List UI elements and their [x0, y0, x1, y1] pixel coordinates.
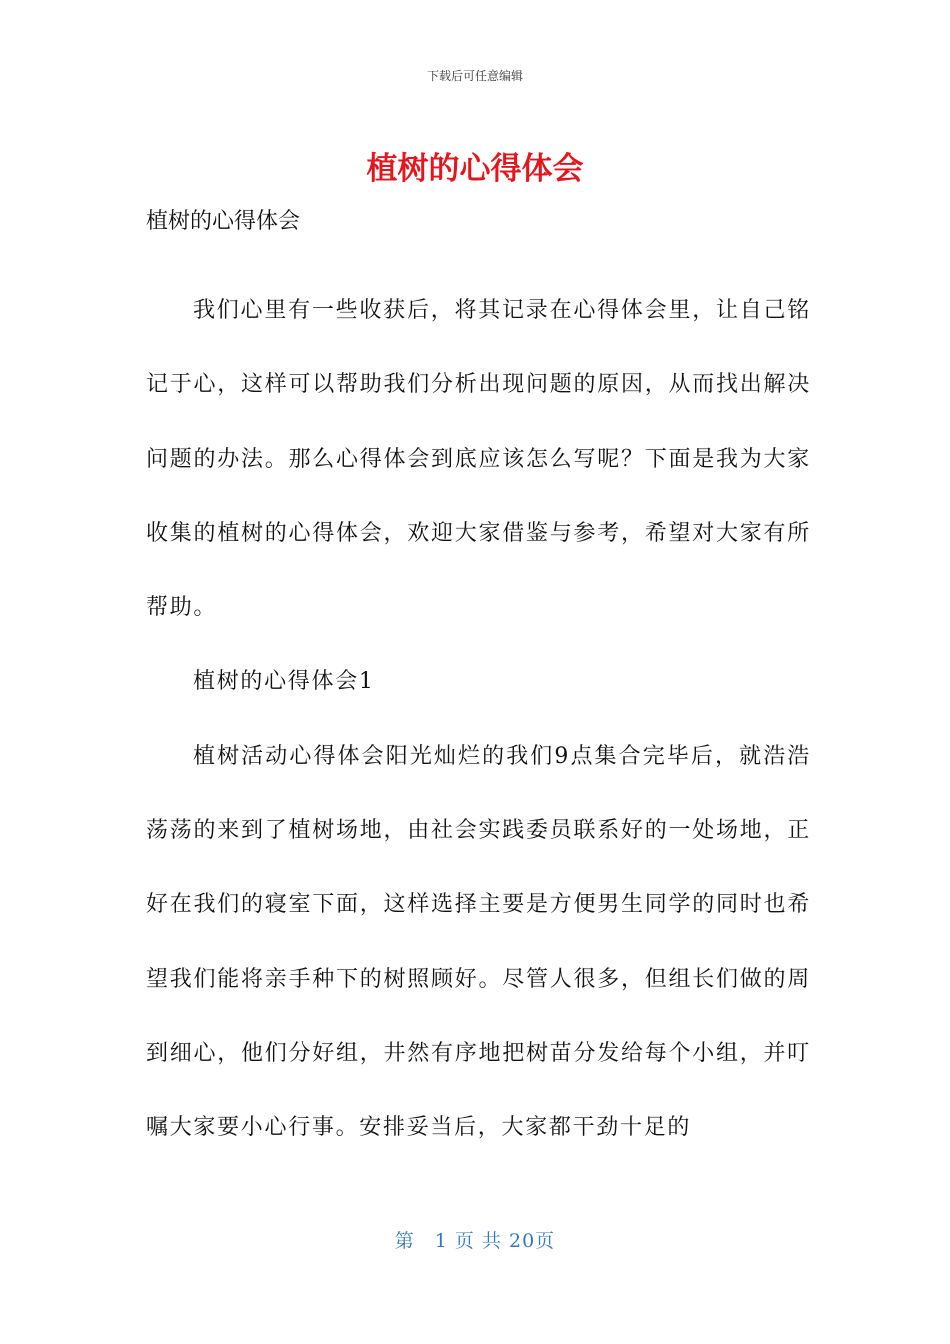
header-note: 下载后可任意编辑: [426, 69, 523, 83]
document-title: 植树的心得体会: [366, 151, 584, 187]
section-heading: 植树的心得体会1: [193, 669, 375, 695]
page-number-footer: 第 1 页 共 20页: [394, 1230, 556, 1252]
body-paragraph: 植树活动心得体会阳光灿烂的我们9点集合完毕后，就浩浩荡荡的来到了植树场地，由社会实践委员联系好的一处场地，正好在我们的寝室下面，这样选择主要是方便男生同学的同时也希望我们能将亲手种下的树照顾好。尽管人很多，但组长们做的周到细心，他们分好组，井然有序地把树苗分发给每个小组，并叮嘱大家要小心行事。安排妥当后，大家都干劲十足的: [146, 743, 811, 1141]
document-subtitle: 植树的心得体会: [146, 209, 301, 234]
intro-paragraph: 我们心里有一些收获后，将其记录在心得体会里，让自己铭记于心，这样可以帮助我们分析出现问题的原因，从而找出解决问题的办法。那么心得体会到底应该怎么写呢？下面是我为大家收集的植树的心得体会，欢迎大家借鉴与参考，希望对大家有所帮助。: [146, 298, 811, 621]
document-body: [146, 274, 811, 1166]
